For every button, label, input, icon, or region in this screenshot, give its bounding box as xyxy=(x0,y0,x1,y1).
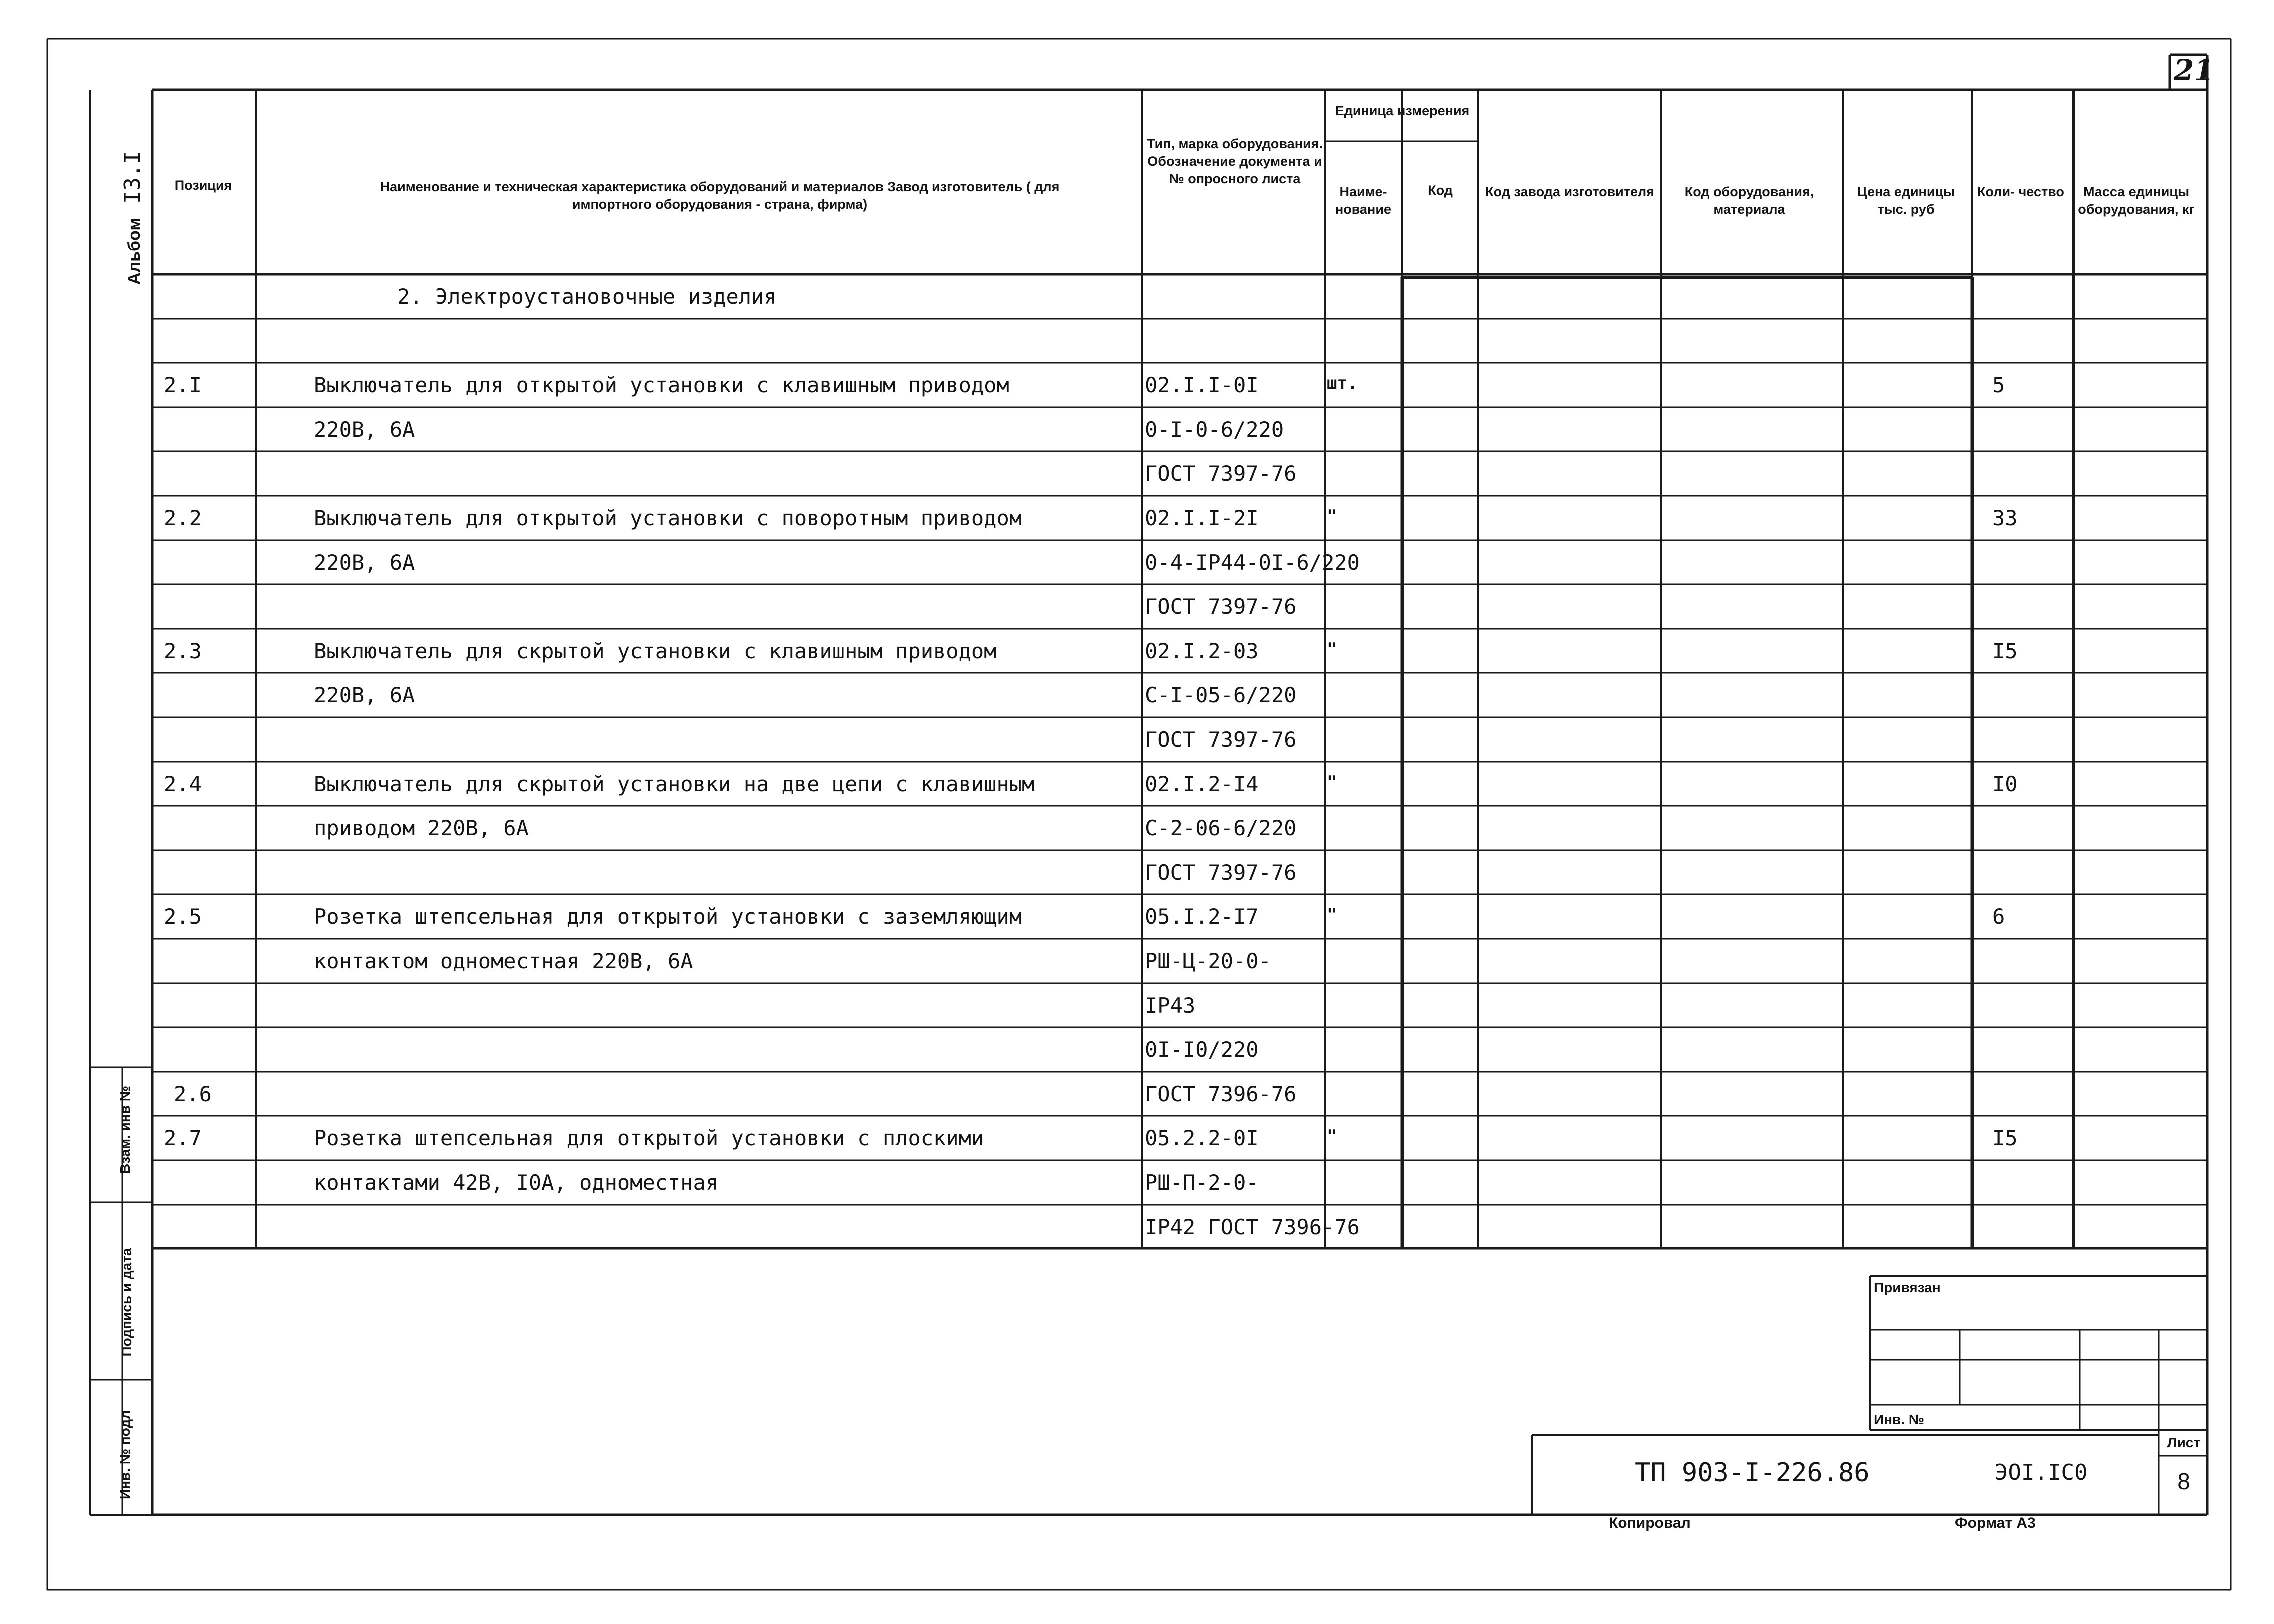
row-13-type: ГОСТ 7397-76 xyxy=(1145,860,1297,885)
header-position: Позиция xyxy=(174,178,232,193)
row-19-unit: " xyxy=(1327,1126,1338,1147)
row-9-name: 220В, 6А xyxy=(314,683,416,708)
row-20-name: контактами 42В, I0А, одноместная xyxy=(314,1170,719,1195)
row-17-type: 0I-I0/220 xyxy=(1145,1037,1259,1062)
header-unit-code: Код xyxy=(1428,183,1453,198)
row-19-name: Розетка штепсельная для открытой установки с плоскими xyxy=(314,1126,984,1151)
row-14-type: 05.I.2-I7 xyxy=(1145,904,1259,929)
row-6-type: 0-4-IP44-0I-6/220 xyxy=(1145,550,1360,575)
row-14-name: Розетка штепсельная для открытой установки с заземляющим xyxy=(314,904,1022,929)
header-mass: Масса единицы оборудования, кг xyxy=(2078,184,2195,217)
sheet-value: 8 xyxy=(2178,1468,2190,1494)
row-21-type: IP42 ГОСТ 7396-76 xyxy=(1145,1214,1360,1239)
row-11-type: 02.I.2-I4 xyxy=(1145,771,1259,796)
row-19-type: 05.2.2-0I xyxy=(1145,1126,1259,1151)
title-inv-label: Инв. № xyxy=(1874,1412,1925,1427)
album-label-text: Альбом xyxy=(125,218,144,285)
row-16-type: IP43 xyxy=(1145,993,1196,1018)
row-14-qty: 6 xyxy=(1992,904,2006,929)
row-9-type: С-I-05-6/220 xyxy=(1145,683,1297,708)
row-11-qty: I0 xyxy=(1992,771,2018,796)
row-5-pos: 2.2 xyxy=(164,506,202,530)
footer-format: Формат А3 xyxy=(1955,1515,2036,1531)
header-equipment-code: Код оборудования, материала xyxy=(1684,184,1814,217)
row-3-name: 220В, 6А xyxy=(314,417,416,442)
header-unit-name: Наиме- нование xyxy=(1336,184,1392,217)
header-plant-code: Код завода изготовителя xyxy=(1486,184,1654,199)
row-2-qty: 5 xyxy=(1992,373,2006,398)
row-0-name: 2. Электроустановочные изделия xyxy=(398,284,777,309)
row-8-type: 02.I.2-03 xyxy=(1145,638,1259,663)
row-15-type: РШ-Ц-20-0- xyxy=(1145,949,1272,973)
row-20-type: РШ-П-2-0- xyxy=(1145,1170,1259,1195)
row-18-pos: 2.6 xyxy=(174,1081,212,1106)
document-code: ЭОI.IC0 xyxy=(1995,1460,2088,1485)
document-designation: ТП 903-I-226.86 xyxy=(1635,1458,1870,1488)
header-type: Тип, марка оборудования. Обозначение документа и № опросного листа xyxy=(1147,136,1323,187)
row-2-name: Выключатель для открытой установки с клавишным приводом xyxy=(314,373,1010,398)
row-6-name: 220В, 6А xyxy=(314,550,416,575)
stamp-replaced-inv: Взам. инв № xyxy=(118,1086,133,1174)
row-19-pos: 2.7 xyxy=(164,1126,202,1151)
header-quantity: Коли- чество xyxy=(1978,184,2064,199)
row-2-type: 02.I.I-0I xyxy=(1145,373,1259,398)
row-11-name: Выключатель для скрытой установки на две цепи с клавишным xyxy=(314,771,1035,796)
row-19-qty: I5 xyxy=(1992,1126,2018,1151)
stamp-signature-date: Подпись и дата xyxy=(119,1248,134,1357)
row-8-pos: 2.3 xyxy=(164,638,202,663)
row-11-unit: " xyxy=(1327,772,1338,792)
sheet-label: Лист xyxy=(2167,1435,2201,1450)
header-unit-group: Единица измерения xyxy=(1335,103,1470,118)
header-price: Цена единицы тыс. руб xyxy=(1857,184,1956,217)
album-number: I3.I xyxy=(120,151,146,204)
row-8-qty: I5 xyxy=(1992,638,2018,663)
row-12-type: С-2-06-6/220 xyxy=(1145,816,1297,841)
album-label xyxy=(120,151,150,285)
row-5-type: 02.I.I-2I xyxy=(1145,506,1259,530)
stamp-original-inv: Инв. № подл xyxy=(118,1410,133,1500)
sheet-number: 21 xyxy=(2174,53,2214,87)
row-15-name: контактом одноместная 220В, 6А xyxy=(314,949,694,973)
row-12-name: приводом 220В, 6А xyxy=(314,816,529,841)
row-5-name: Выключатель для открытой установки с поворотным приводом xyxy=(314,506,1022,530)
row-8-unit: " xyxy=(1327,639,1338,659)
row-14-pos: 2.5 xyxy=(164,904,202,929)
row-5-unit: " xyxy=(1327,506,1338,526)
header-name: Наименование и техническая характеристика оборудований и материалов Завод изготовитель ( для импортного оборудования - страна, фирма) xyxy=(380,179,1060,212)
row-11-pos: 2.4 xyxy=(164,771,202,796)
row-18-type: ГОСТ 7396-76 xyxy=(1145,1081,1297,1106)
title-bound-label: Привязан xyxy=(1874,1280,1941,1295)
row-5-qty: 33 xyxy=(1992,506,2018,530)
footer-copied: Копировал xyxy=(1609,1515,1691,1531)
row-10-type: ГОСТ 7397-76 xyxy=(1145,727,1297,752)
row-14-unit: " xyxy=(1327,905,1338,925)
row-4-type: ГОСТ 7397-76 xyxy=(1145,461,1297,486)
row-3-type: 0-I-0-6/220 xyxy=(1145,417,1284,442)
row-7-type: ГОСТ 7397-76 xyxy=(1145,594,1297,619)
row-8-name: Выключатель для скрытой установки с клавишным приводом xyxy=(314,638,997,663)
row-2-unit: шт. xyxy=(1327,373,1358,394)
row-2-pos: 2.I xyxy=(164,373,202,398)
